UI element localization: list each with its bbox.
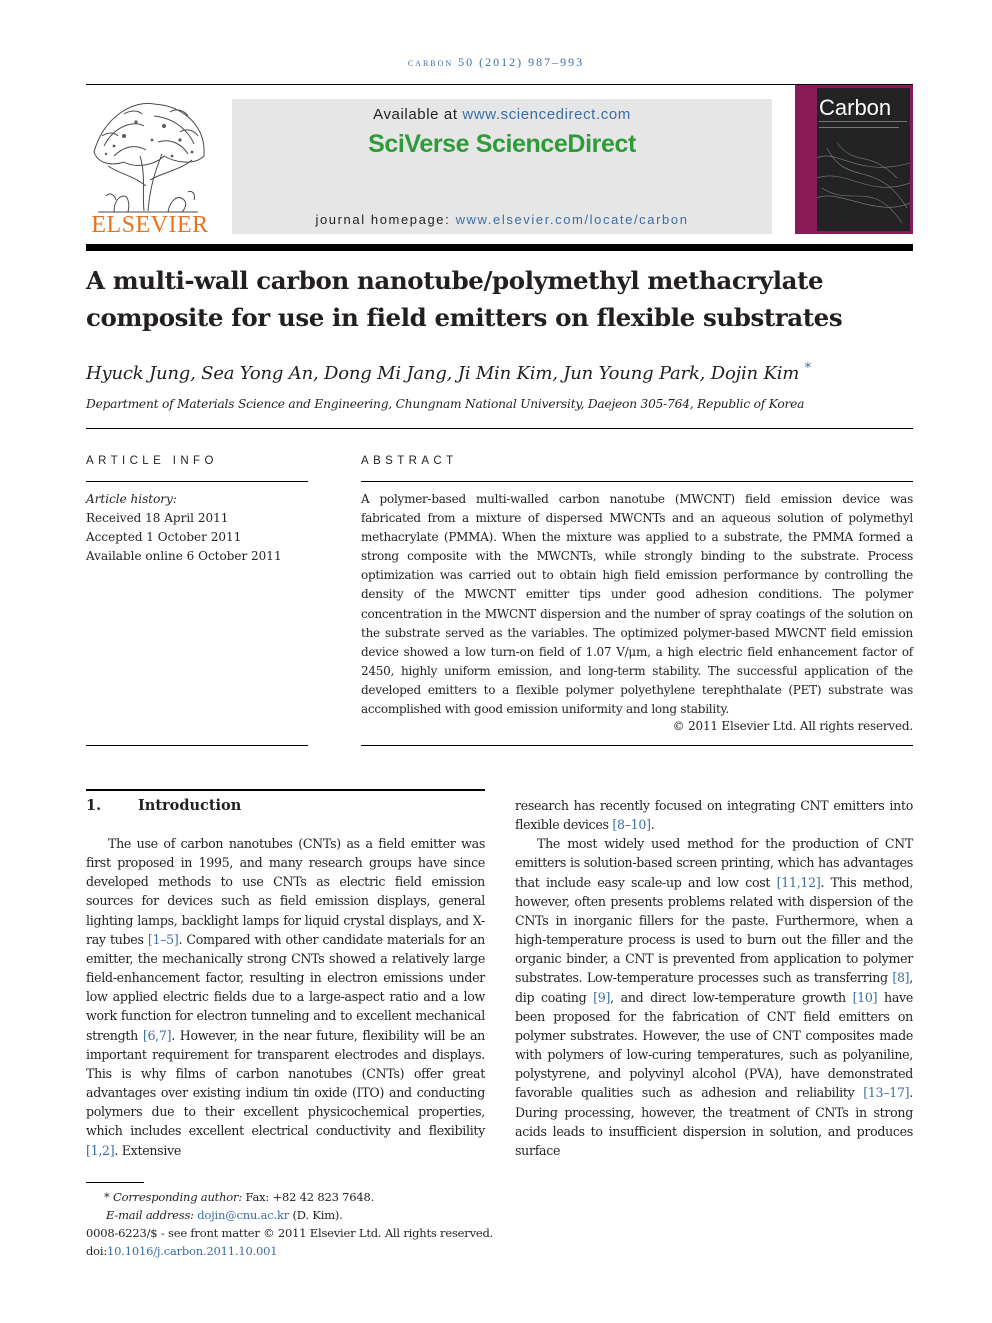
footnote-mark: * — [104, 1190, 110, 1204]
journal-cover — [795, 85, 913, 234]
elsevier-wordmark: ELSEVIER — [91, 212, 209, 238]
body-text: . During processing, however, the treatment of CNTs in strong acids leads to insufficient dispersion in solution, and produces surface — [515, 1085, 913, 1158]
article-title-line: A multi-wall carbon nanotube/polymethyl methacrylate — [86, 266, 824, 295]
body-text: research has recently focused on integrating CNT emitters into flexible devices — [515, 798, 913, 833]
authors-text: Hyuck Jung, Sea Yong An, Dong Mi Jang, Ji Min Kim, Jun Young Park, Dojin Kim — [86, 363, 800, 384]
abstract-rule — [361, 481, 913, 482]
corresponding-author-label: Corresponding author: — [113, 1190, 242, 1204]
sciencedirect-logo: SciVerse ScienceDirect — [368, 130, 636, 158]
citation-link[interactable]: [13–17] — [863, 1085, 910, 1101]
section-heading: Introduction — [138, 797, 242, 814]
body-text: , dip coating — [515, 970, 913, 1005]
article-title-line: composite for use in field emitters on flexible substrates — [86, 303, 843, 332]
running-head-volume: 50 (2012) 987–993 — [453, 55, 585, 69]
header-rule — [86, 84, 913, 85]
citation-link[interactable]: [6,7] — [142, 1027, 172, 1043]
body-text: . However, in the near future, flexibility will be an important requirement for transparent electrodes and displays. This is why films of carbon nanotubes (CNTs) offer great advantages over existing indium tin oxide (ITO) and conducting polymers due to their excellent physicochemical properties, which includes excellent electrical conductivity and flexibility — [86, 1027, 485, 1139]
body-column-right — [515, 796, 913, 1160]
journal-homepage-line — [232, 212, 772, 227]
body-text: . Compared with other candidate materials for an emitter, the mechanically strong CNTs showed a relatively large field-enhancement factor, resulting in electron emissions under low applied electric fields due to a large-aspect ratio and a low work function for electron tunneling and to excellent mechanical strength — [86, 931, 485, 1043]
journal-homepage-prefix: journal homepage: — [315, 212, 456, 227]
body-paragraph — [515, 834, 913, 1160]
body-text: . — [650, 817, 655, 833]
email-link[interactable]: dojin@cnu.ac.kr — [197, 1208, 290, 1222]
journal-homepage-link[interactable]: www.elsevier.com/locate/carbon — [455, 212, 689, 227]
section-number: 1. — [86, 797, 102, 814]
footnotes — [86, 1188, 686, 1260]
doi-link[interactable]: 10.1016/j.carbon.2011.10.001 — [107, 1244, 278, 1258]
email-label: E-mail address: — [106, 1208, 198, 1222]
sciencedirect-link[interactable]: www.sciencedirect.com — [462, 106, 631, 123]
body-text: have been proposed for the fabrication of CNT field emitters on polymer substrates. However, the use of CNT composites made with polymers of low-curing temperatures, such as polyaniline, polystyrene, and polyvinyl alcohol (PVA), have demonstrated favorable qualities such as adhesion and reliability — [515, 989, 914, 1101]
abstract-text: A polymer-based multi-walled carbon nanotube (MWCNT) field emission device was fabricated from a mixture of dispersed MWCNTs and an aqueous solution of polymethyl methacrylate (PMMA). When the mixture was applied to a substrate, the PMMA formed a strong composite with the MWCNTs, while strongly binding to the substrate. Process optimization was carried out to obtain high field emission performance by controlling the density of the MWCNT emitter tips under good adhesion conditions. The polymer concentration in the MWCNT dispersion and the number of spray coatings of the solution on the substrate served as the variables. The optimized polymer-based MWCNT field emission device showed a low turn-on field of 1.07 V/μm, a high electric field enhancement factor of 2450, highly uniform emission, and long-term stability. The successful application of the developed emitters to a flexible polymer polyethylene terephthalate (PET) substrate was accomplished with good emission uniformity and long stability. — [361, 492, 913, 717]
author-list — [86, 361, 913, 384]
body-column-left — [86, 834, 485, 1160]
running-head-journal: carbon — [407, 55, 454, 69]
running-head — [0, 55, 992, 70]
masthead-rule — [86, 244, 913, 251]
section-rule — [86, 428, 913, 429]
history-online: Available online 6 October 2011 — [86, 549, 282, 563]
cover-rule — [819, 121, 907, 122]
body-text: , and direct low-temperature growth — [610, 989, 853, 1005]
email-note — [86, 1206, 686, 1224]
body-text: . Extensive — [114, 1142, 182, 1158]
article-history — [86, 490, 308, 566]
doi-prefix: doi: — [86, 1244, 108, 1258]
abstract-rule-bottom — [361, 745, 913, 746]
cover-title: Carbon — [819, 95, 892, 120]
citation-link[interactable]: [8–10] — [612, 817, 651, 833]
cover-rule — [819, 127, 899, 128]
abstract-label: ABSTRACT — [361, 455, 458, 467]
citation-link[interactable]: [1,2] — [86, 1142, 115, 1158]
citation-link[interactable]: [10] — [852, 989, 878, 1005]
fax-number: Fax: +82 42 823 7648. — [242, 1190, 375, 1204]
citation-link[interactable]: [9] — [593, 989, 611, 1005]
abstract-copyright: © 2011 Elsevier Ltd. All rights reserved. — [672, 719, 913, 733]
issn-line: 0008-6223/$ - see front matter © 2011 Elsevier Ltd. All rights reserved. — [86, 1226, 494, 1240]
body-paragraph — [515, 796, 913, 834]
corresponding-author-note — [86, 1188, 686, 1206]
footnote-rule — [86, 1182, 144, 1183]
article-info-label: ARTICLE INFO — [86, 455, 218, 467]
available-at-prefix: Available at — [373, 106, 463, 123]
history-received: Received 18 April 2011 — [86, 511, 229, 525]
article-info-rule-bottom — [86, 745, 308, 746]
article-info-rule — [86, 481, 308, 482]
corresponding-author-mark[interactable]: * — [804, 361, 811, 376]
body-text: The most widely used method for the production of CNT emitters is solution-based screen printing, which has advantages that include easy scale-up and low cost — [515, 836, 913, 890]
introduction-rule — [86, 789, 485, 791]
history-heading: Article history: — [86, 492, 177, 506]
body-paragraph — [86, 834, 485, 1160]
history-accepted: Accepted 1 October 2011 — [86, 530, 242, 544]
body-text: The use of carbon nanotubes (CNTs) as a field emitter was first proposed in 1995, and many research groups have since developed methods to use CNTs as electric field emission sources for devices such as field emission displays, general lighting lamps, backlight lamps for liquid crystal displays, and X-ray tubes — [86, 836, 485, 947]
available-at-line — [232, 106, 772, 123]
email-owner: (D. Kim). — [289, 1208, 343, 1222]
citation-link[interactable]: [11,12] — [776, 874, 821, 890]
affiliation: Department of Materials Science and Engineering, Chungnam National University, Daejeon 305-764, Republic of Korea — [86, 397, 805, 411]
doi-line — [86, 1242, 686, 1260]
body-text: . This method, however, often presents problems related with dispersion of the CNTs in inorganic fillers for the paste. Furthermore, when a high-temperature process is used to burn out the filler and the organic binder, a CNT is prevented from application to polymer substrates. Low-temperature processes such as transferring — [515, 874, 914, 986]
article-title — [86, 262, 913, 336]
citation-link[interactable]: [8] — [892, 970, 910, 986]
citation-link[interactable]: [1–5] — [147, 931, 179, 947]
